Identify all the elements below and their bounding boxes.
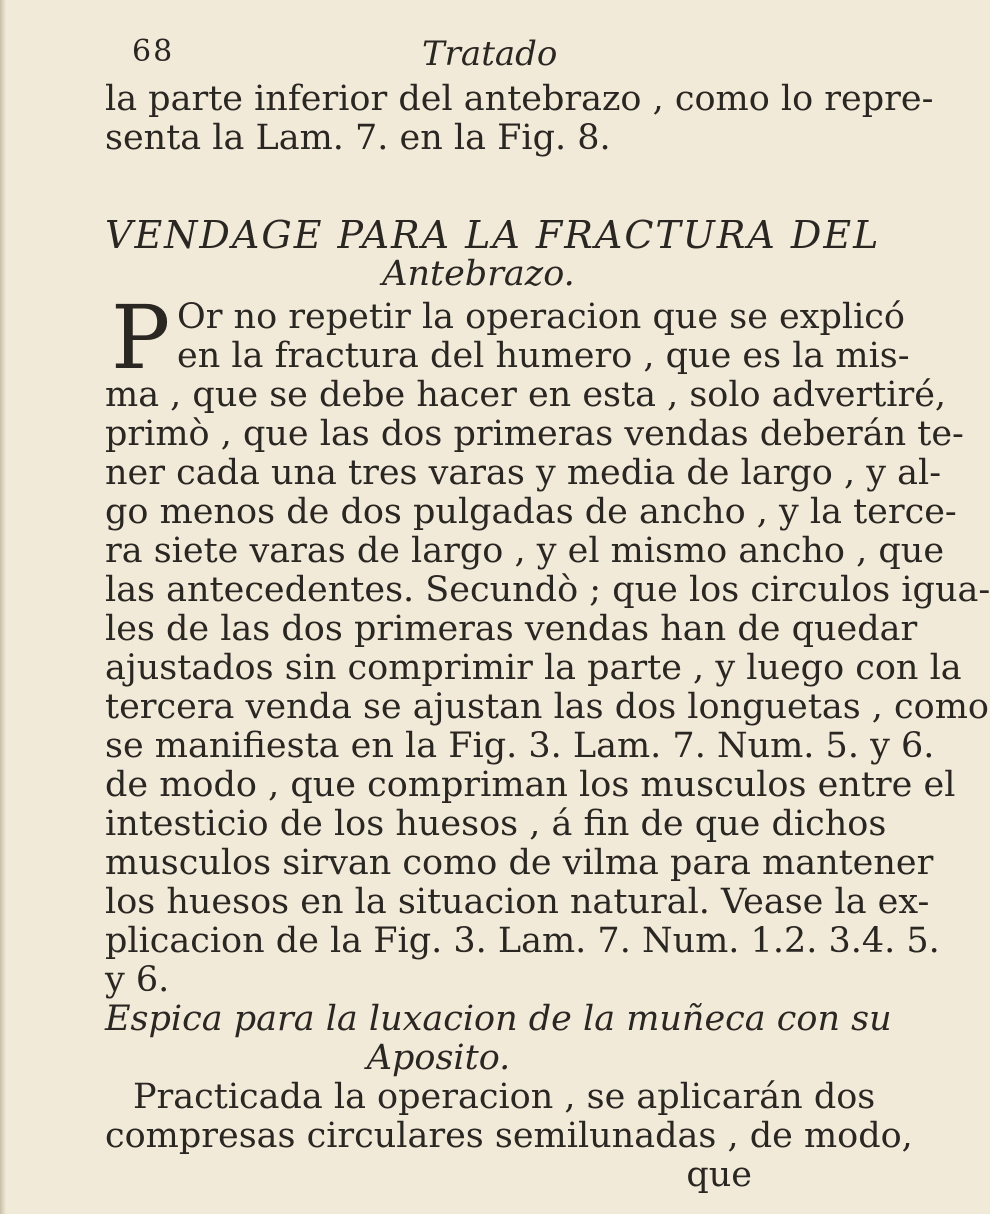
- body-text: [105, 79, 990, 1195]
- page-header: [132, 34, 720, 74]
- drop-capital: P: [111, 286, 171, 389]
- text-line: en la fractura del humero , que es la mis-: [177, 336, 910, 376]
- dropcap-paragraph-start: [105, 286, 910, 389]
- text-line: intesticio de los huesos , á fin de que dichos: [105, 804, 887, 844]
- text-line: las antecedentes. Secundò ; que los circulos igua-: [105, 570, 990, 610]
- text-line: musculos sirvan como de vilma para mantener: [105, 843, 934, 883]
- text-line: de modo , que compriman los musculos entre el: [105, 765, 956, 805]
- text-line: y 6.: [105, 960, 170, 1000]
- page-number: 68: [132, 34, 175, 69]
- text-line: la parte inferior del antebrazo , como lo repre-: [105, 79, 934, 119]
- text-line: compresas circulares semilunadas , de modo,: [105, 1116, 913, 1156]
- section-title: VENDAGE PARA LA FRACTURA DEL: [105, 213, 881, 257]
- text-line: senta la Lam. 7. en la Fig. 8.: [105, 118, 611, 158]
- text-line: primò , que las dos primeras vendas deberán te-: [105, 414, 964, 454]
- text-line: ner cada una tres varas y media de largo , y al-: [105, 453, 942, 493]
- text-line: se manifiesta en la Fig. 3. Lam. 7. Num. 5. y 6.: [105, 726, 935, 766]
- running-head: Tratado: [422, 34, 558, 74]
- text-line: los huesos en la situacion natural. Vease la ex-: [105, 882, 930, 922]
- text-line: Practicada la operacion , se aplicarán dos: [133, 1077, 876, 1117]
- section-subtitle: Aposito.: [366, 1038, 511, 1078]
- text-line: les de las dos primeras vendas han de quedar: [105, 609, 918, 649]
- text-line: go menos de dos pulgadas de ancho , y la terce-: [105, 492, 957, 532]
- text-line: ra siete varas de largo , y el mismo ancho , que: [105, 531, 945, 571]
- section-subtitle: Antebrazo.: [382, 254, 575, 294]
- catchword: que: [686, 1155, 752, 1195]
- text-line: ma , que se debe hacer en esta , solo advertiré,: [105, 375, 947, 415]
- text-line: ajustados sin comprimir la parte , y luego con la: [105, 648, 962, 688]
- text-line: tercera venda se ajustan las dos longuetas , como: [105, 687, 989, 727]
- text-line: plicacion de la Fig. 3. Lam. 7. Num. 1.2. 3.4. 5.: [105, 921, 940, 961]
- text-line: Or no repetir la operacion que se explicó: [177, 297, 905, 337]
- section-title: Espica para la luxacion de la muñeca con su: [105, 999, 892, 1039]
